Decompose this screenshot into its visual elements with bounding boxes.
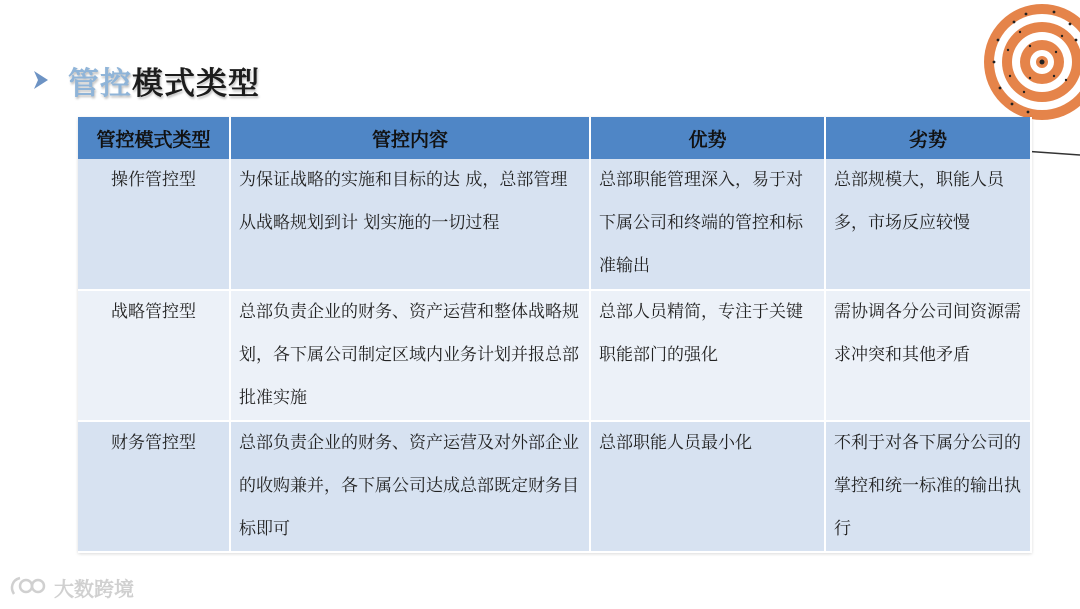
page-title (68, 58, 260, 103)
header-type: 管控模式类型 (78, 117, 230, 159)
row-type: 操作管控型 (78, 159, 230, 290)
row-disadvantage: 需协调各分公司间资源需求冲突和其他矛盾 (825, 290, 1031, 421)
row-content: 总部负责企业的财务、资产运营及对外部企业的收购兼并，各下属公司达成总部既定财务目标即可 (230, 421, 590, 552)
title-highlight: 管控 (68, 65, 132, 102)
row-advantage: 总部职能管理深入，易于对下属公司和终端的管控和标准输出 (590, 159, 825, 290)
row-content: 为保证战略的实施和目标的达 成，总部管理从战略规划到计 划实施的一切过程 (230, 159, 590, 290)
row-advantage: 总部人员精简，专注于关键职能部门的强化 (590, 290, 825, 421)
watermark-logo-icon (8, 572, 50, 602)
watermark-text: 大数跨境 (54, 576, 134, 601)
arrow-right-icon (30, 69, 52, 91)
header-content: 管控内容 (230, 117, 590, 159)
header-disadvantage: 劣势 (825, 117, 1031, 159)
watermark (8, 570, 134, 604)
row-content: 总部负责企业的财务、资产运营和整体战略规划，各下属公司制定区域内业务计划并报总部批准实施 (230, 290, 590, 421)
title-rest: 模式类型 (132, 65, 260, 102)
row-disadvantage: 不利于对各下属分公司的掌控和统一标准的输出执行 (825, 421, 1031, 552)
table-header-row (78, 117, 1031, 159)
row-disadvantage: 总部规模大，职能人员多，市场反应较慢 (825, 159, 1031, 290)
table-row (78, 159, 1031, 290)
control-mode-table (78, 117, 1032, 553)
row-type: 战略管控型 (78, 290, 230, 421)
row-type: 财务管控型 (78, 421, 230, 552)
section-heading (30, 55, 260, 105)
row-advantage: 总部职能人员最小化 (590, 421, 825, 552)
table-row (78, 421, 1031, 552)
table-row (78, 290, 1031, 421)
header-advantage: 优势 (590, 117, 825, 159)
